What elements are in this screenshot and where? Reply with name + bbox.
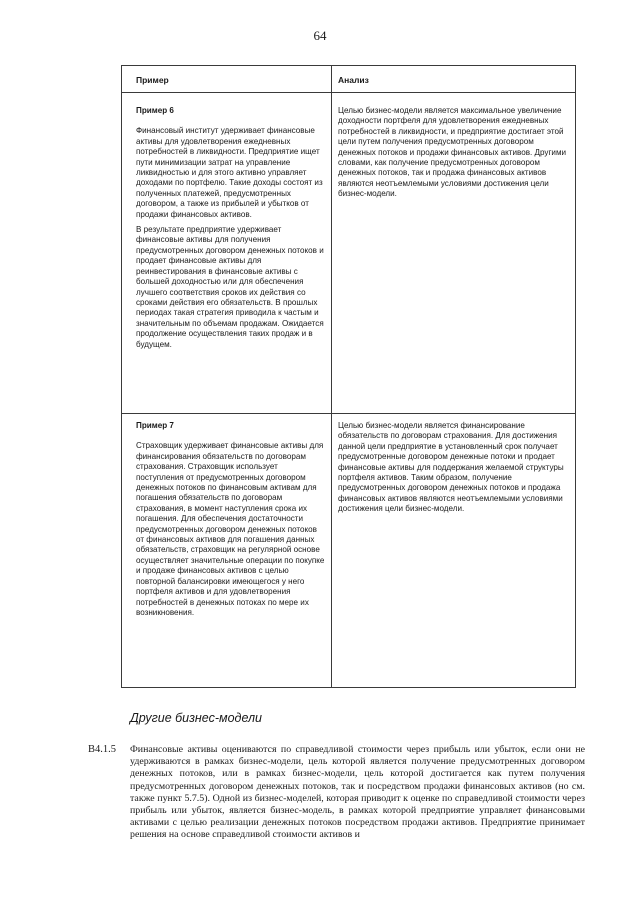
row-divider [122,413,575,414]
page-number: 64 [313,28,327,43]
example-6-analysis [338,106,570,205]
example-6-title: Пример 6 [136,106,174,115]
example-6-cell [136,106,326,355]
example-7-title: Пример 7 [136,421,174,430]
example-7-analysis-text: Целью бизнес-модели является финансирование обязательств по договорам страхования. Для достижения данной цели предприятие в установленный срок получает предусмотренные договором денежные потоки и продает финансовые активы для поддержания желаемой структуры портфеля активов. Таким образом, получение предусмотренных договором денежных потоков и продажа финансовых активов являются неотъемлемыми условиями достижения цели бизнес-модели. [338,421,564,514]
column-header-analysis: Анализ [338,75,369,85]
example-6-analysis-text: Целью бизнес-модели является максимальное увеличение доходности портфеля для удовлетворения ежедневных потребностей в ликвидности, и предприятие достигает этой цели путем получения предусмотренных договором денежных потоков и продажи финансовых активов. Другими словами, как получение предусмотренных договором денежных потоков, так и продажа финансовых активов являются неотъемлемыми условиями достижения цели бизнес-модели. [338,106,567,199]
example-6-paragraph-2: В результате предприятие удерживает финансовые активы для получения предусмотренных договором денежных потоков и продает финансовые активы для реинвестирования в финансовые активы с большей доходностью или для обеспечения лучшего соответствия сроков их действия со сроками действия его обязательств. В прошлых периодах такая стратегия приводила к частым и значительным по объемам продажам. Ожидается продолжение осуществления таких продаж и в будущем. [136,225,324,349]
example-7-cell [136,421,326,623]
column-header-example: Пример [136,75,169,85]
example-7-analysis [338,421,570,520]
table-header-row [122,66,575,93]
examples-table [121,65,576,688]
paragraph-number: В4.1.5 [88,744,117,755]
example-7-paragraph-1: Страховщик удерживает финансовые активы для финансирования обязательств по договорам страхования. Страховщик использует поступления от предусмотренных договором денежных потоков по финансовым активам для погашения обязательств по договорам страхования, в момент наступления срока их погашения. Для обеспечения достаточности предусмотренных договором денежных потоков от финансовых активов для погашения данных обязательств, страховщик на регулярной основе осуществляет значительные операции по покупке и продаже финансовых активов с целью повторной балансировки имеющегося у него портфеля активов и для удовлетворения потребностей в денежных потоках по мере их возникновения. [136,441,325,617]
paragraph-text: Финансовые активы оцениваются по справедливой стоимости через прибыль или убыток, если они не удерживаются в рамках бизнес-модели, цель которой является получение предусмотренных договором денежных потоков, или в рамках бизнес-модели, цель которой достигается как путем получения предусмотренных договором денежных потоков, так и посредством продажи финансовых активов (но см. также пункт 5.7.5). Одной из бизнес-моделей, которая приводит к оценке по справедливой стоимости через прибыль или убыток, является бизнес-модель, в рамках которой предприятие управляет финансовыми активами с целью реализации денежных потоков посредством продажи активов. Предприятие принимает решения на основе справедливой стоимости активов и [130,744,585,841]
section-heading: Другие бизнес-модели [130,711,262,725]
column-divider [331,66,332,687]
example-6-paragraph-1: Финансовый институт удерживает финансовые активы для удовлетворения ежедневных потребностей в ликвидности. Предприятие ищет пути минимизации затрат на управление ликвидностью и для этого активно управляет доходами по портфелю. Такие доходы состоят из полученных платежей, предусмотренных договором, а также из прибылей и убытков от продажи финансовых активов. [136,126,323,219]
